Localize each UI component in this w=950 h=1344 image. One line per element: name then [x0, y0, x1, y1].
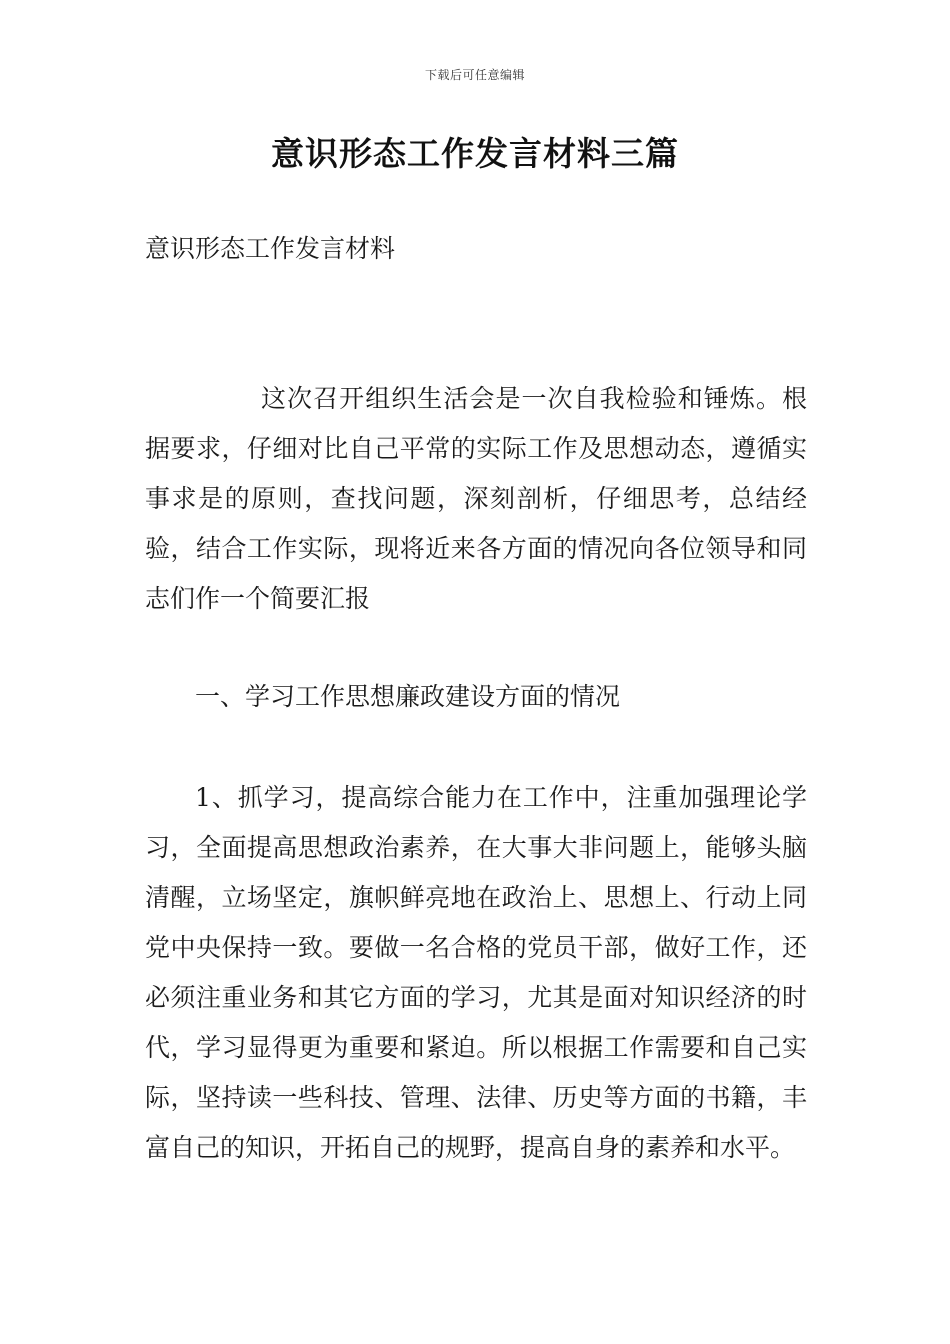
document-title: 意识形态工作发言材料三篇 [271, 134, 679, 173]
point-1-paragraph [145, 773, 807, 1173]
intro-text: 这次召开组织生活会是一次自我检验和锤炼。根据要求，仔细对比自己平常的实际工作及思想动态，遵循实事求是的原则，查找问题，深刻剖析，仔细思考，总结经验，结合工作实际，现将近来各方面的情况向各位领导和同志们作一个简要汇报 [145, 384, 807, 613]
subtitle-text: 意识形态工作发言材料 [145, 234, 396, 263]
document-subtitle [145, 224, 807, 274]
header-note: 下载后可任意编辑 [424, 68, 525, 82]
section-heading [145, 672, 807, 722]
intro-paragraph [145, 374, 807, 624]
section-heading-text: 一、学习工作思想廉政建设方面的情况 [195, 682, 621, 711]
point-1-text: 1、抓学习，提高综合能力在工作中，注重加强理论学习，全面提高思想政治素养，在大事大非问题上，能够头脑清醒，立场坚定，旗帜鲜亮地在政治上、思想上、行动上同党中央保持一致。要做一名合格的党员干部，做好工作，还必须注重业务和其它方面的学习，尤其是面对知识经济的时代，学习显得更为重要和紧迫。所以根据工作需要和自己实际，坚持读一些科技、管理、法律、历史等方面的书籍，丰富自己的知识，开拓自己的规野，提高自身的素养和水平。 [145, 783, 807, 1162]
